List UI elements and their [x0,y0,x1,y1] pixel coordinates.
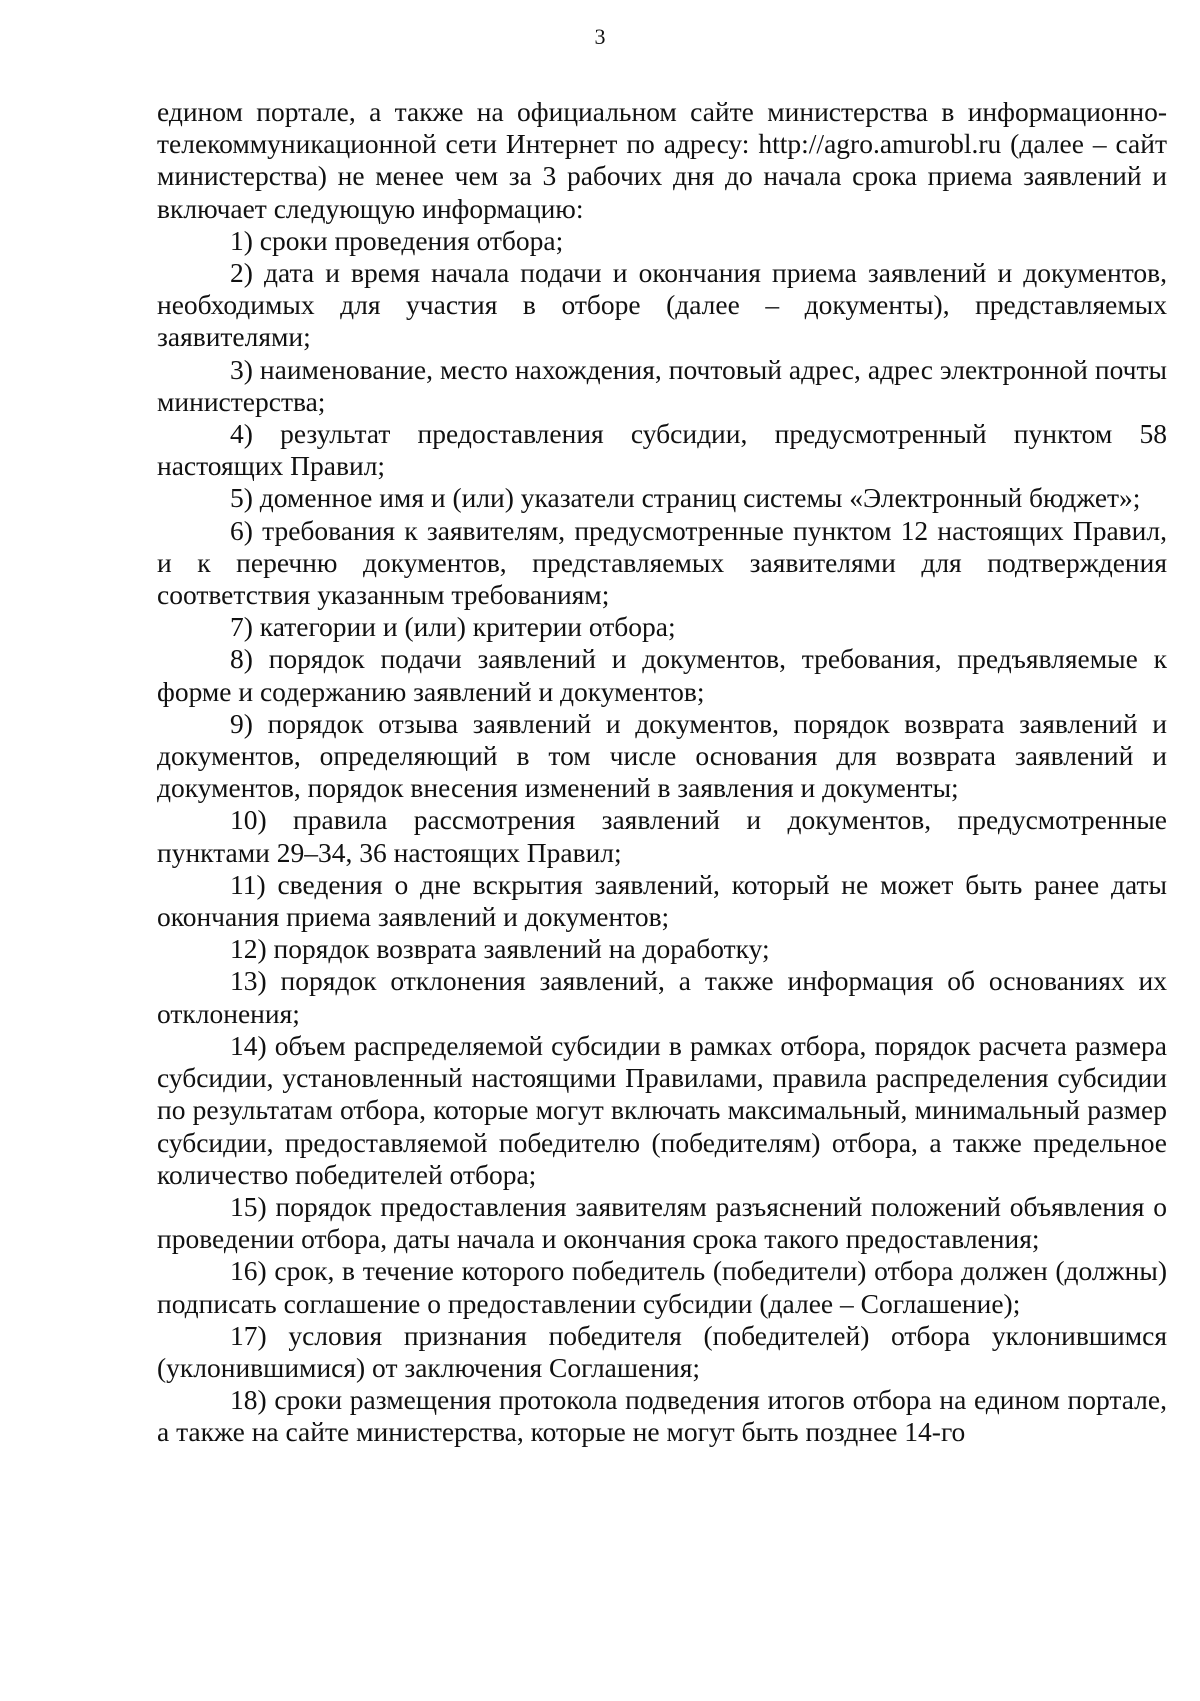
list-item-3: 3) наименование, место нахождения, почтовый адрес, адрес электронной почты министерства; [157,353,1167,417]
list-item-15: 15) порядок предоставления заявителям разъяснений положений объявления о проведении отбора, даты начала и окончания срока такого предоставления; [157,1190,1167,1255]
intro-paragraph: едином портале, а также на официальном сайте министерства в информационно-телекоммуникационной сети Интернет по адресу: http://agro.amurobl.ru (далее – сайт министерства) не менее чем за 3 рабочих дня до начала срока приема заявлений и включает следующую информацию: [157,96,1167,224]
list-item-14: 14) объем распределяемой субсидии в рамках отбора, порядок расчета размера субсидии, установленный настоящими Правилами, правила распределения субсидии по результатам отбора, которые могут включать максимальный, минимальный размер субсидии, предоставляемой победителю (победителям) отбора, а также предельное количество победителей отбора; [157,1029,1167,1190]
list-item-4: 4) результат предоставления субсидии, предусмотренный пунктом 58 настоящих Правил; [157,418,1167,482]
list-item-18: 18) сроки размещения протокола подведения итогов отбора на едином портале, а также на сайте министерства, которые не могут быть позднее 14-го [157,1384,1167,1448]
list-item-16: 16) срок, в течение которого победитель (победители) отбора должен (должны) подписать соглашение о предоставлении субсидии (далее – Соглашение); [157,1255,1167,1319]
list-item-7: 7) категории и (или) критерии отбора; [230,611,676,643]
document-body [157,96,1167,1449]
list-item-2: 2) дата и время начала подачи и окончания приема заявлений и документов, необходимых для участия в отборе (далее – документы), представляемых заявителями; [157,257,1167,353]
list-item-5: 5) доменное имя и (или) указатели страниц системы «Электронный бюджет»; [230,482,1141,514]
list-item-10: 10) правила рассмотрения заявлений и документов, предусмотренные пунктами 29–34, 36 настоящих Правил; [157,804,1167,868]
list-item-6: 6) требования к заявителям, предусмотренные пунктом 12 настоящих Правил, и к перечню документов, представляемых заявителями для подтверждения соответствия указанным требованиям; [157,514,1167,611]
list-item-11: 11) сведения о дне вскрытия заявлений, который не может быть ранее даты окончания приема заявлений и документов; [157,868,1167,933]
list-item-12: 12) порядок возврата заявлений на доработку; [230,933,770,965]
list-item-17: 17) условия признания победителя (победителей) отбора уклонившимся (уклонившимися) от заключения Соглашения; [157,1319,1167,1383]
list-item-1: 1) сроки проведения отбора; [230,224,564,256]
list-item-8: 8) порядок подачи заявлений и документов, требования, предъявляемые к форме и содержанию заявлений и документов; [157,643,1167,707]
list-item-9: 9) порядок отзыва заявлений и документов, порядок возврата заявлений и документов, определяющий в том числе основания для возврата заявлений и документов, порядок внесения изменений в заявления и документы; [157,707,1167,804]
page-number: 3 [594,24,606,49]
list-item-13: 13) порядок отклонения заявлений, а также информация об основаниях их отклонения; [157,965,1167,1029]
